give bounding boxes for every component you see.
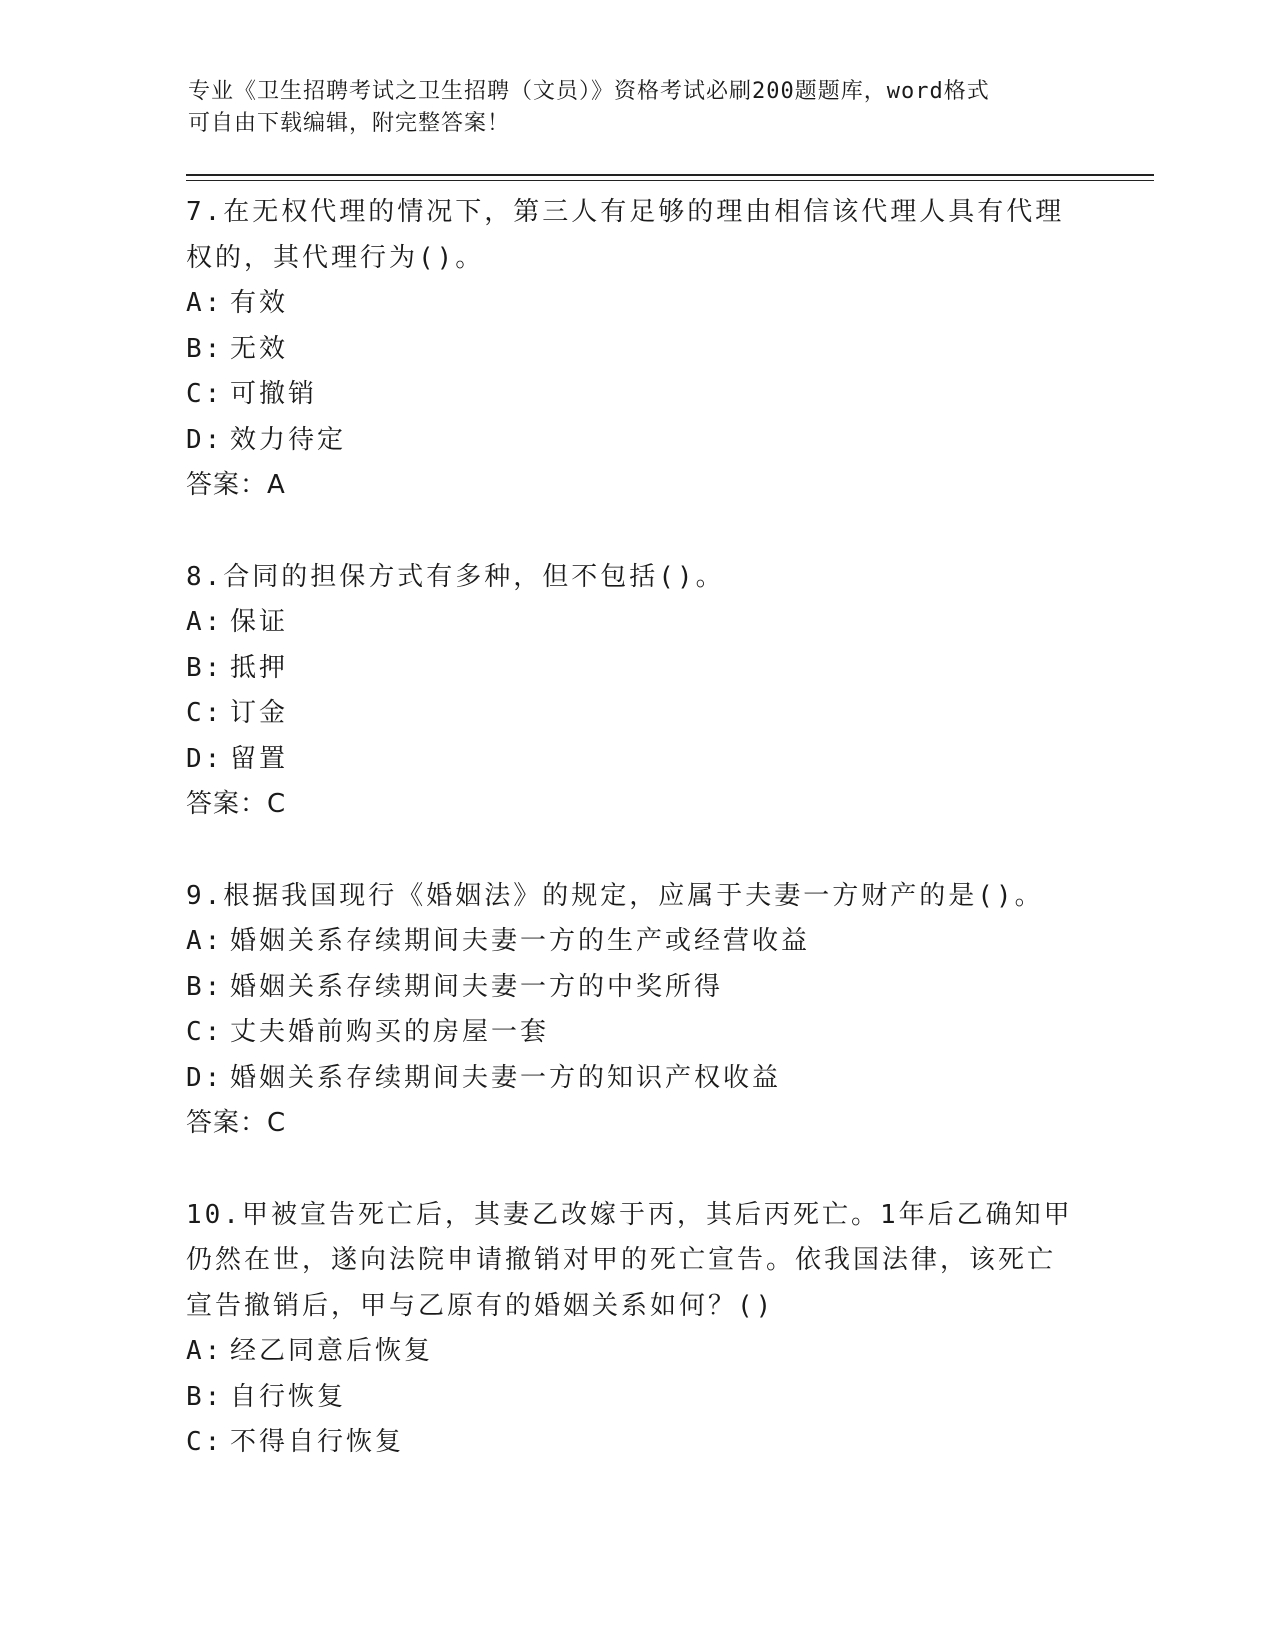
option-d: [186, 737, 1086, 783]
option-letter: D:: [186, 424, 224, 455]
option-letter: C:: [186, 1427, 224, 1457]
option-letter: B:: [186, 652, 224, 683]
option-letter: C:: [186, 379, 224, 409]
option-a: [186, 919, 1086, 965]
header-line-2: 可自由下载编辑，附完整答案！: [188, 111, 511, 136]
option-c: [186, 1420, 1086, 1466]
option-b: [186, 965, 1086, 1011]
option-c: [186, 691, 1086, 737]
option-text: 无效: [230, 333, 289, 364]
option-text: 抵押: [230, 652, 289, 683]
option-d: [186, 418, 1086, 464]
question-spacer: [186, 828, 1086, 874]
question-stem: 8.合同的担保方式有多种，但不包括()。: [186, 561, 725, 592]
option-letter: C:: [186, 698, 224, 728]
option-text: 订金: [230, 698, 289, 728]
option-letter: A:: [186, 607, 224, 637]
option-b: [186, 646, 1086, 692]
question-stem: 9.根据我国现行《婚姻法》的规定，应属于夫妻一方财产的是()。: [186, 880, 1044, 911]
option-a: [186, 1329, 1086, 1375]
option-text: 婚姻关系存续期间夫妻一方的知识产权收益: [230, 1062, 782, 1093]
answer-line: 答案：C: [186, 789, 287, 819]
option-a: [186, 600, 1086, 646]
option-a: [186, 281, 1086, 327]
option-text: 婚姻关系存续期间夫妻一方的生产或经营收益: [230, 926, 811, 956]
question-9: [186, 874, 1086, 1147]
question-stem-continued: 权的，其代理行为()。: [186, 242, 485, 273]
option-letter: B:: [186, 971, 224, 1002]
option-text: 婚姻关系存续期间夫妻一方的中奖所得: [230, 971, 724, 1002]
question-stem: 7.在无权代理的情况下，第三人有足够的理由相信该代理人具有代理: [186, 197, 1065, 227]
option-text: 效力待定: [230, 424, 347, 455]
option-letter: A:: [186, 1336, 224, 1366]
option-text: 丈夫婚前购买的房屋一套: [230, 1017, 550, 1047]
option-letter: B:: [186, 1381, 224, 1412]
option-text: 留置: [230, 743, 289, 774]
option-letter: C:: [186, 1017, 224, 1047]
option-letter: A:: [186, 288, 224, 318]
question-spacer: [186, 509, 1086, 555]
option-text: 可撤销: [230, 379, 318, 409]
option-b: [186, 327, 1086, 373]
option-text: 有效: [230, 288, 289, 318]
question-stem: 10.甲被宣告死亡后，其妻乙改嫁于丙，其后丙死亡。1年后乙确知甲: [186, 1199, 1073, 1230]
header-divider-thin: [186, 180, 1154, 181]
header-line-1: 专业《卫生招聘考试之卫生招聘（文员）》资格考试必刷200题题库，word格式: [188, 79, 990, 104]
question-7: [186, 190, 1086, 509]
question-8: [186, 555, 1086, 828]
question-list: [186, 190, 1086, 1466]
option-letter: B:: [186, 333, 224, 364]
option-text: 经乙同意后恢复: [230, 1336, 434, 1366]
option-letter: D:: [186, 1062, 224, 1093]
question-stem-continued: 宣告撤销后，甲与乙原有的婚姻关系如何？(): [186, 1290, 775, 1321]
option-letter: D:: [186, 743, 224, 774]
option-b: [186, 1375, 1086, 1421]
option-c: [186, 372, 1086, 418]
document-header: [188, 76, 1068, 140]
question-10: [186, 1193, 1086, 1466]
option-c: [186, 1010, 1086, 1056]
answer-line: 答案：C: [186, 1108, 287, 1138]
option-text: 不得自行恢复: [230, 1427, 405, 1457]
header-divider-thick: [186, 174, 1154, 176]
question-spacer: [186, 1147, 1086, 1193]
question-stem-continued: 仍然在世，遂向法院申请撤销对甲的死亡宣告。依我国法律，该死亡: [186, 1245, 1057, 1275]
option-letter: A:: [186, 926, 224, 956]
option-text: 保证: [230, 607, 289, 637]
option-d: [186, 1056, 1086, 1102]
answer-line: 答案：A: [186, 470, 286, 500]
option-text: 自行恢复: [230, 1381, 347, 1412]
